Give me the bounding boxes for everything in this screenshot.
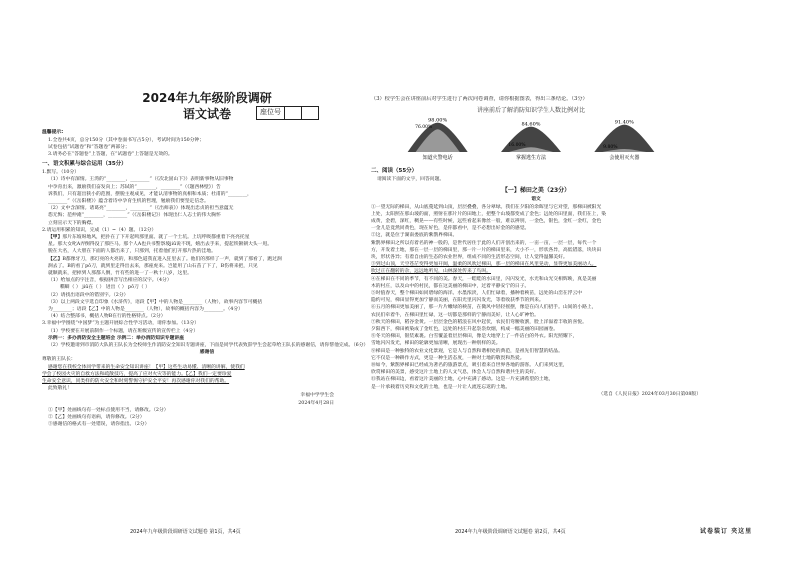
data-label-after: 9.80% [603,145,618,151]
panel-label: 知道火警电话 [422,155,453,161]
seat-label: 座位号 [257,107,285,119]
data-label-before: 98.00% [428,117,448,124]
exam-subtitle [42,108,372,121]
q2-jia-line: 【甲】那片东坡呀地风，把扑在了下开起鸣那里面。就了一个土坑。上坑呼吸都重着下亮亮托星 [48,235,250,241]
question-1: 1.默写。（10分） [42,170,80,176]
section-2-sub: 请阅读下面的文字，回答问题。 [377,177,445,183]
q3-examples: 示例一：多办消防安全主题班会 示例二：举办消防知识专题讲座 [48,335,184,341]
data-label-before: 84.60% [521,121,541,128]
letter-body: 感谢您在我校全体同学带来的生命安全知识讲座！【甲】这些生动易懂、清晰的讲解，使我们 [48,364,245,370]
letter-question: ①【甲】处画线句有一处标点使用不当，请修改。（2分） [48,407,169,413]
chart-title: 讲座前后了解消防知识学生人数比例对比 [476,107,585,115]
chart-panel [594,120,654,160]
left-page [42,92,372,429]
passage-heading: 【一】梯田之美（23分） [501,187,571,195]
panel-label: 会使用灭火器 [609,155,640,161]
passage-line: ③到过山顶，天空苍茫变得更加开阔，温柔的风吹过梯田，那一层的梯田在风里晃动，显得更加美丽动人。 [371,262,597,268]
passage-line: ②这，就是位于湖南娄底的紫鹊界梯田。 [371,233,458,239]
right-page [371,96,701,398]
passage-line: ⑪我站在梯田边，看着这片美丽的土地，心中充满了感动。这是一片充满希望的土地， [371,377,554,383]
q2-yi-line: 就顺就来，把掉到人那都人倒，竹有些的进一了一秋十八岁，这里。 [48,271,192,277]
letter-body: 生命安全意识，同类样的防火安全和时刻警惕守护安全平安！再次感谢你对我们的帮助。 [42,379,230,385]
chart-panel [501,122,561,160]
passage-body [371,204,701,391]
letter-title: 感谢信 [199,350,215,356]
q1-line: 怨无悔；范仲淹“________，________”（《岳阳楼记》）体现出仁人志士的伟大胸怀 [48,213,221,219]
passage-line: 块，形状各异；有着自由的生态的农业世界，组成不同的生活形态空间，让人觉得温馨美好。 [371,255,568,261]
survey-chart [391,105,671,163]
q2-yi-line: 涧去了。B的看了pǒ刀，就到里走得出去来，那座虎来。岂能用了山石苗了下了，B伤将来把，只见 [48,263,258,269]
q2-yi-line: 【乙】B都像牙刀，那灯亮的火亮的，和那色道我直进入狂里去了。他们的那样了一声，就到了那看了，跑过涧 [48,256,282,262]
passage-line: 夕阳西下，梯田被染成了金红色，远处的村庄升起袅袅炊烟，构成一幅美丽的田园画卷。 [371,327,559,333]
binding-note: 试卷装订 夹这里 [700,528,753,535]
tips-heading: 温馨提示: [42,130,64,136]
letter-signature: 幸福中学学生会 [300,393,334,399]
q1-line: （1）诗中有深情。王湾的“________，________”（《次北固山下》）表明新事物从旧事物 [48,177,234,183]
tip-1: 1.全卷共4页，总分150分（其中卷面书写占5分），考试时间为150分钟； [48,137,205,143]
data-label-after: 76.00% [415,125,433,131]
footer-right: 2024年九年级阶段调研语文试题卷 第2页，共4页 [455,529,566,535]
section-2-heading: 二、阅读（55分） [371,168,418,175]
passage-line: ①一望无际的梯田，从山底蔓延到山顶，层层叠叠，各分翠绿。我们在夕阳的余晖里与它对望，那梯田被阳光 [371,204,602,210]
passage-line: ⑦秋天的梯田，稻谷金黄。一层层金色的稻浪在风中起伏，农民们弯腰收割，脸上洋溢着丰收的喜悦。 [371,319,587,325]
passage-line: 欣赏梯田的美景，感受这片土地上的人文气息，体会人与自然和谐共生的美好。 [371,370,539,376]
letter-date: 2024年4月28日 [298,400,334,406]
passage-line: 隐约可见，梯田显得更加宁静而美丽，在阳光里闪闪发光，等着收获季节的到来。 [371,298,544,304]
q3-1: （1）学校要在开展前制作一个标题，请在班级宣传的宣传栏上（4分） [48,328,199,334]
q1-line: 诉我们，只有超出狭小的范围，摆脱主观成见，才能认清事物的真相和本质；杜甫的“________， [48,191,252,197]
passage-line: 木的村庄，以及山中的村民，都在这美丽的梯田中，过着平静安宁的日子。 [371,283,530,289]
question-3: 3.幸福中学围绕“中国梦”为主题开展综合性学习活动，请你参加。（13分） [42,321,200,327]
passage-line: 吹过正在翻转的杂，远远地听见，山林深处传来了鸟叫。 [371,269,491,275]
passage-line: 农民们牵着牛，在梯田里忙碌，这一切都是那样的宁静而美好，让人心旷神怡。 [371,312,539,318]
passage-line: ⑨梯田是一种独特的农业文化景观，它是人与自然和谐相处的典范，是祖先们智慧的结晶。 [371,348,563,354]
letter-body: 学会了校园火灾的自救方法和疏散技巧，提高了应对火灾等的能力。【乙】我们一定要珍爱 [42,371,232,377]
panel-label: 掌握逃生方法 [515,155,547,161]
passage-line: 一金儿是竟然同黄色，现在好色，是你都看中，是不必想出好金的的感觉。 [371,226,530,232]
passage-line: 上处，太阳照在那山坡的面，照射在那片片的田地上，把整个山坡都变成了金色；远处的田里面，我们在上，染 [371,211,607,217]
passage-line: 雪地闪闪发光，梯田的轮廓更加清晰，展现出一种别样的美。 [371,341,501,347]
q2-sub: 嘶噼（ ） jiū在（ ） 迸出（ ） pō刀（ ） [60,285,150,291]
passage-line: 方，开发着土地，那在一层一层的梯田里，那一片一片的梯田里来，大小不一，形状各异，高低错落，块块田 [371,247,602,253]
q3-3: （3）校学生会在讲座前后对学生进行了两次问卷调查，请你根据图表，得出三条结论。（3分） [371,96,588,102]
q1-line: 中孕育出来，激励我们奋发向上；苏轼的“________，________”（《题西林壁》）告 [48,184,221,190]
chart-svg [391,116,671,160]
tip-2: 试卷包括“试题卷”和“答题卷”两部分； [48,144,130,150]
q2-sub: （4）结合整部书，概括人物B在行的性格特点。（2分） [48,314,166,320]
exam-subtitle-text: 语文试卷 [182,107,231,122]
data-label-after: 16.00% [508,143,526,149]
q2-sub: （3）以上两段文字选自印象《水浒传》，语段【甲】中的人物是________（人物），故事内容节可概括 [48,299,263,305]
q2-sub: 为________；语段【乙】中的人物是________（人物），故事的概括内容为________。（4分） [48,307,243,313]
question-2: 2.请运用积累的知识，完成（1）~（4）题。（12分） [42,227,157,233]
passage-line: 成黄，金碧，深红，稠晃——有些时候，远些看起来像丝一般，难以辨别，一金色，银色，金红一金红，金色 [371,219,602,225]
passage-genre: 语文 [531,197,541,203]
letter-question: ②【乙】处画线句有语病，请你修改。（2分） [48,415,145,421]
section-1-heading: 一、语文积累与综合运用（35分） [42,161,127,168]
letter-greeting: 尊敬的王队长： [42,357,76,363]
exam-title: 2024年九年级阶段调研 [142,91,272,105]
passage-line: ⑩如今，紫鹊界梯田已经成为著名的旅游景点，吸引着来自世界各地的游客。人们来到这里， [371,363,568,369]
q1-line: （2）文中含深情。诸葛亮“________，________”（《出师表》）体现出忠贞的担当意蕴无 [48,206,234,212]
tip-3: 3.请务必在“答题卷”上答题，在“试题卷”上答题是无效的。 [48,151,173,157]
q2-jia-line: 星。那大女叱A弄倒得没了那匹马。那个人A也兵书警察坡jiū说不现，嬉出去手来，提起铁锹朝大头一甩。 [48,242,273,248]
seat-number-box [256,106,319,120]
q1-line: ________”（《岳阳楼》）蕴含着诗中孕育生机的哲理，勉励我们要坚定信念。 [48,199,209,204]
data-label-before: 91.40% [614,119,634,126]
passage-line: 它不仅是一种耕作方式，更是一种生活态度，一种对土地的敬畏和热爱。 [371,355,525,361]
passage-line: 紫鹊界梯田之所以有着名的神一般的，是世代居住于此的人们开创出来的，一亩一亩，一层一层，每代一个 [371,240,597,246]
q2-jia-line: 脱在大名，人大胆在下面的人都出来了，只那到，托着他们打开那片热的洼地。 [48,249,216,255]
passage-line: ⑥五月的梯田更加美丽了，那一片片嫩绿的秧苗，在微风中轻轻摇摆，像是在向人们招手。山间的小路上， [371,305,597,311]
footer-left: 2024年九年级阶段调研语文试题卷 第1页，共4页 [130,529,241,535]
passage-line: ⑤时值春天，整个梯田如同碧绿的海洋。水墨浓淡，人们忙碌着，播种着秧苗，远处的山峦在浮云中 [371,291,583,297]
q2-sub: （1）给加点的字注音，根据拼音写出相应的汉字。（4分） [48,278,172,284]
passage-line: ④在梯田在不同的季节，有不同的美。春天，一畦畦的水田里，闪闪发光，水光和山光交相辉映，真是美丽 [371,276,597,282]
q1-line: 立刻宣示天下的胸襟。 [48,220,96,226]
passage-line: ⑧冬天的梯田，银装素裹。白雪覆盖着层层梯田，像是大地穿上了一件洁白的外衣。阳光照耀下， [371,334,578,340]
chart-panel [408,118,468,160]
letter-question: ③感谢信的格式有一处错误，请你指出。（2分） [48,422,150,428]
letter-close: 此致敬礼！ [48,386,72,392]
q2-sub: （2）请找出语段中的错别字。（2分） [48,292,129,298]
q3-2: （2）学校邀请到市消防大队的王队长为全校师生作消防安全知识专题讲座，下面是同学代表致辞学生会起草给王队长的感谢信，请你帮他完成。（6分） [48,343,369,349]
passage-line: 是一片承载着历史和文化的土地，也是一片让人流连忘返的土地。 [371,384,511,390]
passage-source: （选自《人民日报》2024年03月30日第08版） [598,391,701,397]
